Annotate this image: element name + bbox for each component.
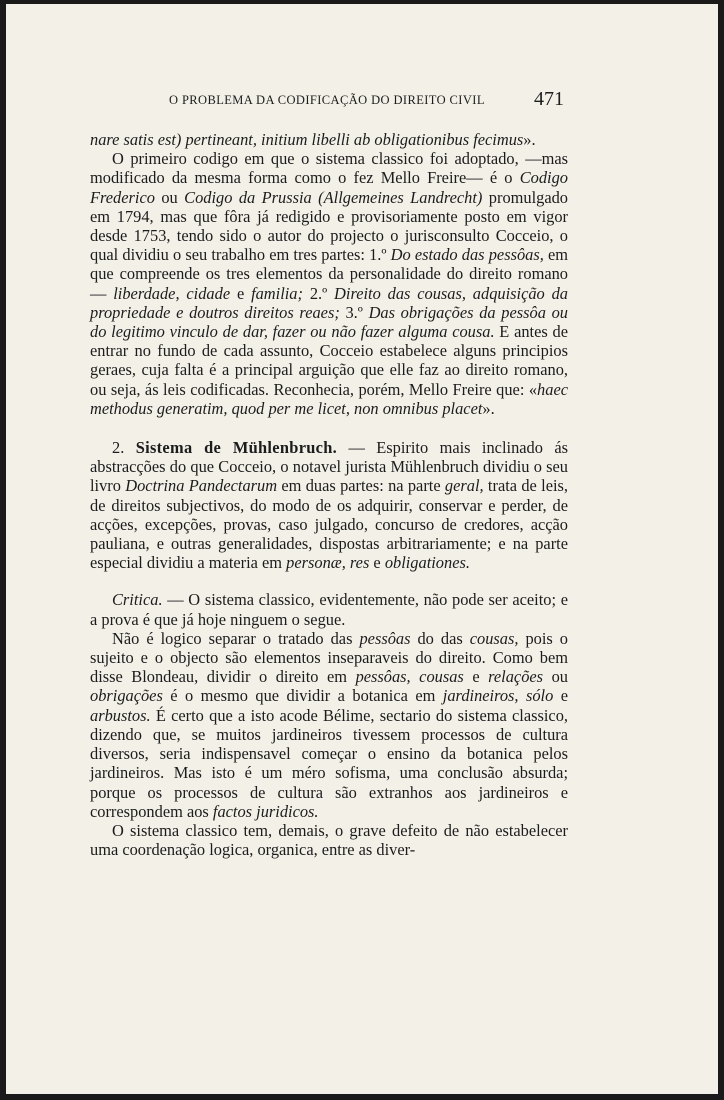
paragraph-continuation: nare satis est) pertineant, initium libelli ab obligationibus fecimus». <box>90 130 536 149</box>
running-title: O PROBLEMA DA CODIFICAÇÃO DO DIREITO CIVIL <box>169 93 485 107</box>
section-muhlenbruch: 2. Sistema de Mühlenbruch. — Espirito mais inclinado ás abstracções do que Cocceio, o notavel jurista Mühlenbruch dividiu o seu livro Doctrina Pandectarum em duas partes: na parte geral, trata de leis, de direitos subjectivos, do modo de os adquirir, conservar e perder, de acções, excepções, provas, caso julgado, concurso de credores, acção pauliana, e outras generalidades, dispostas arbitrariamente; e na parte especial dividiu a materia em personæ, res e obligationes. <box>90 438 568 573</box>
critica-label: Critica. <box>112 590 163 610</box>
section-heading: Sistema de Mühlenbruch. <box>135 438 338 458</box>
paragraph-defeito: O sistema classico tem, demais, o grave defeito de não estabelecer uma coordenação logica, organica, entre as diver- <box>90 820 568 860</box>
book-page <box>6 4 718 1094</box>
paragraph-critica: Critica. — O sistema classico, evidentemente, não pode ser aceito; e a prova é que já hoje ninguem o segue. <box>90 590 568 629</box>
page-header <box>6 90 718 114</box>
paragraph-codigo-frederico: O primeiro codigo em que o sistema classico foi adoptado, —mas modificado da mesma forma como o fez Mello Freire— é o Codigo Frederico ou Codigo da Prussia (Allgemeines Landrecht) promulgado em 1794, mas que fôra já redigido e provisoriamente posto em vigor desde 1753, tendo sido o autor do projecto o jurisconsulto Cocceio, o qual dividiu o seu trabalho em tres partes: 1.º Do estado das pessôas, em que compreende os tres elementos da personalidade do direito romano — liberdade, cidade e familia; 2.º Direito das cousas, adquisição da propriedade e doutros direitos reaes; 3.º Das obrigações da pessôa ou do legitimo vinculo de dar, fazer ou não fazer alguma cousa. E antes de entrar no fundo de cada assunto, Cocceio estabelece alguns principios geraes, cuja falta é a principal arguição que elle faz ao direito romano, ou seja, ás leis codificadas. Reconhecia, porém, Mello Freire que: «haec methodus generatim, quod per me licet, non omnibus placet». <box>90 149 569 418</box>
paragraph-blondeau: Não é logico separar o tratado das pessôas do das cousas, pois o sujeito e o objecto são elementos inseparaveis do direito. Como bem disse Blondeau, dividir o direito em pessôas, cousas e relações ou obrigações é o mesmo que dividir a botanica em jardineiros, sólo e arbustos. É certo que a isto acode Bélime, sectario do sistema classico, dizendo que, se muitos jardineiros tivessem processos de cultura diversos, seria indispensavel começar o ensino da botanica pelos jardineiros. Mas isto é um méro sofisma, uma conclusão absurda; porque os processos de cultura são extranhos aos jardineiros e correspondem aos factos juridicos. <box>90 628 569 821</box>
body-text <box>90 130 568 859</box>
page-number: 471 <box>534 88 564 110</box>
section-number: 2. <box>112 438 125 458</box>
